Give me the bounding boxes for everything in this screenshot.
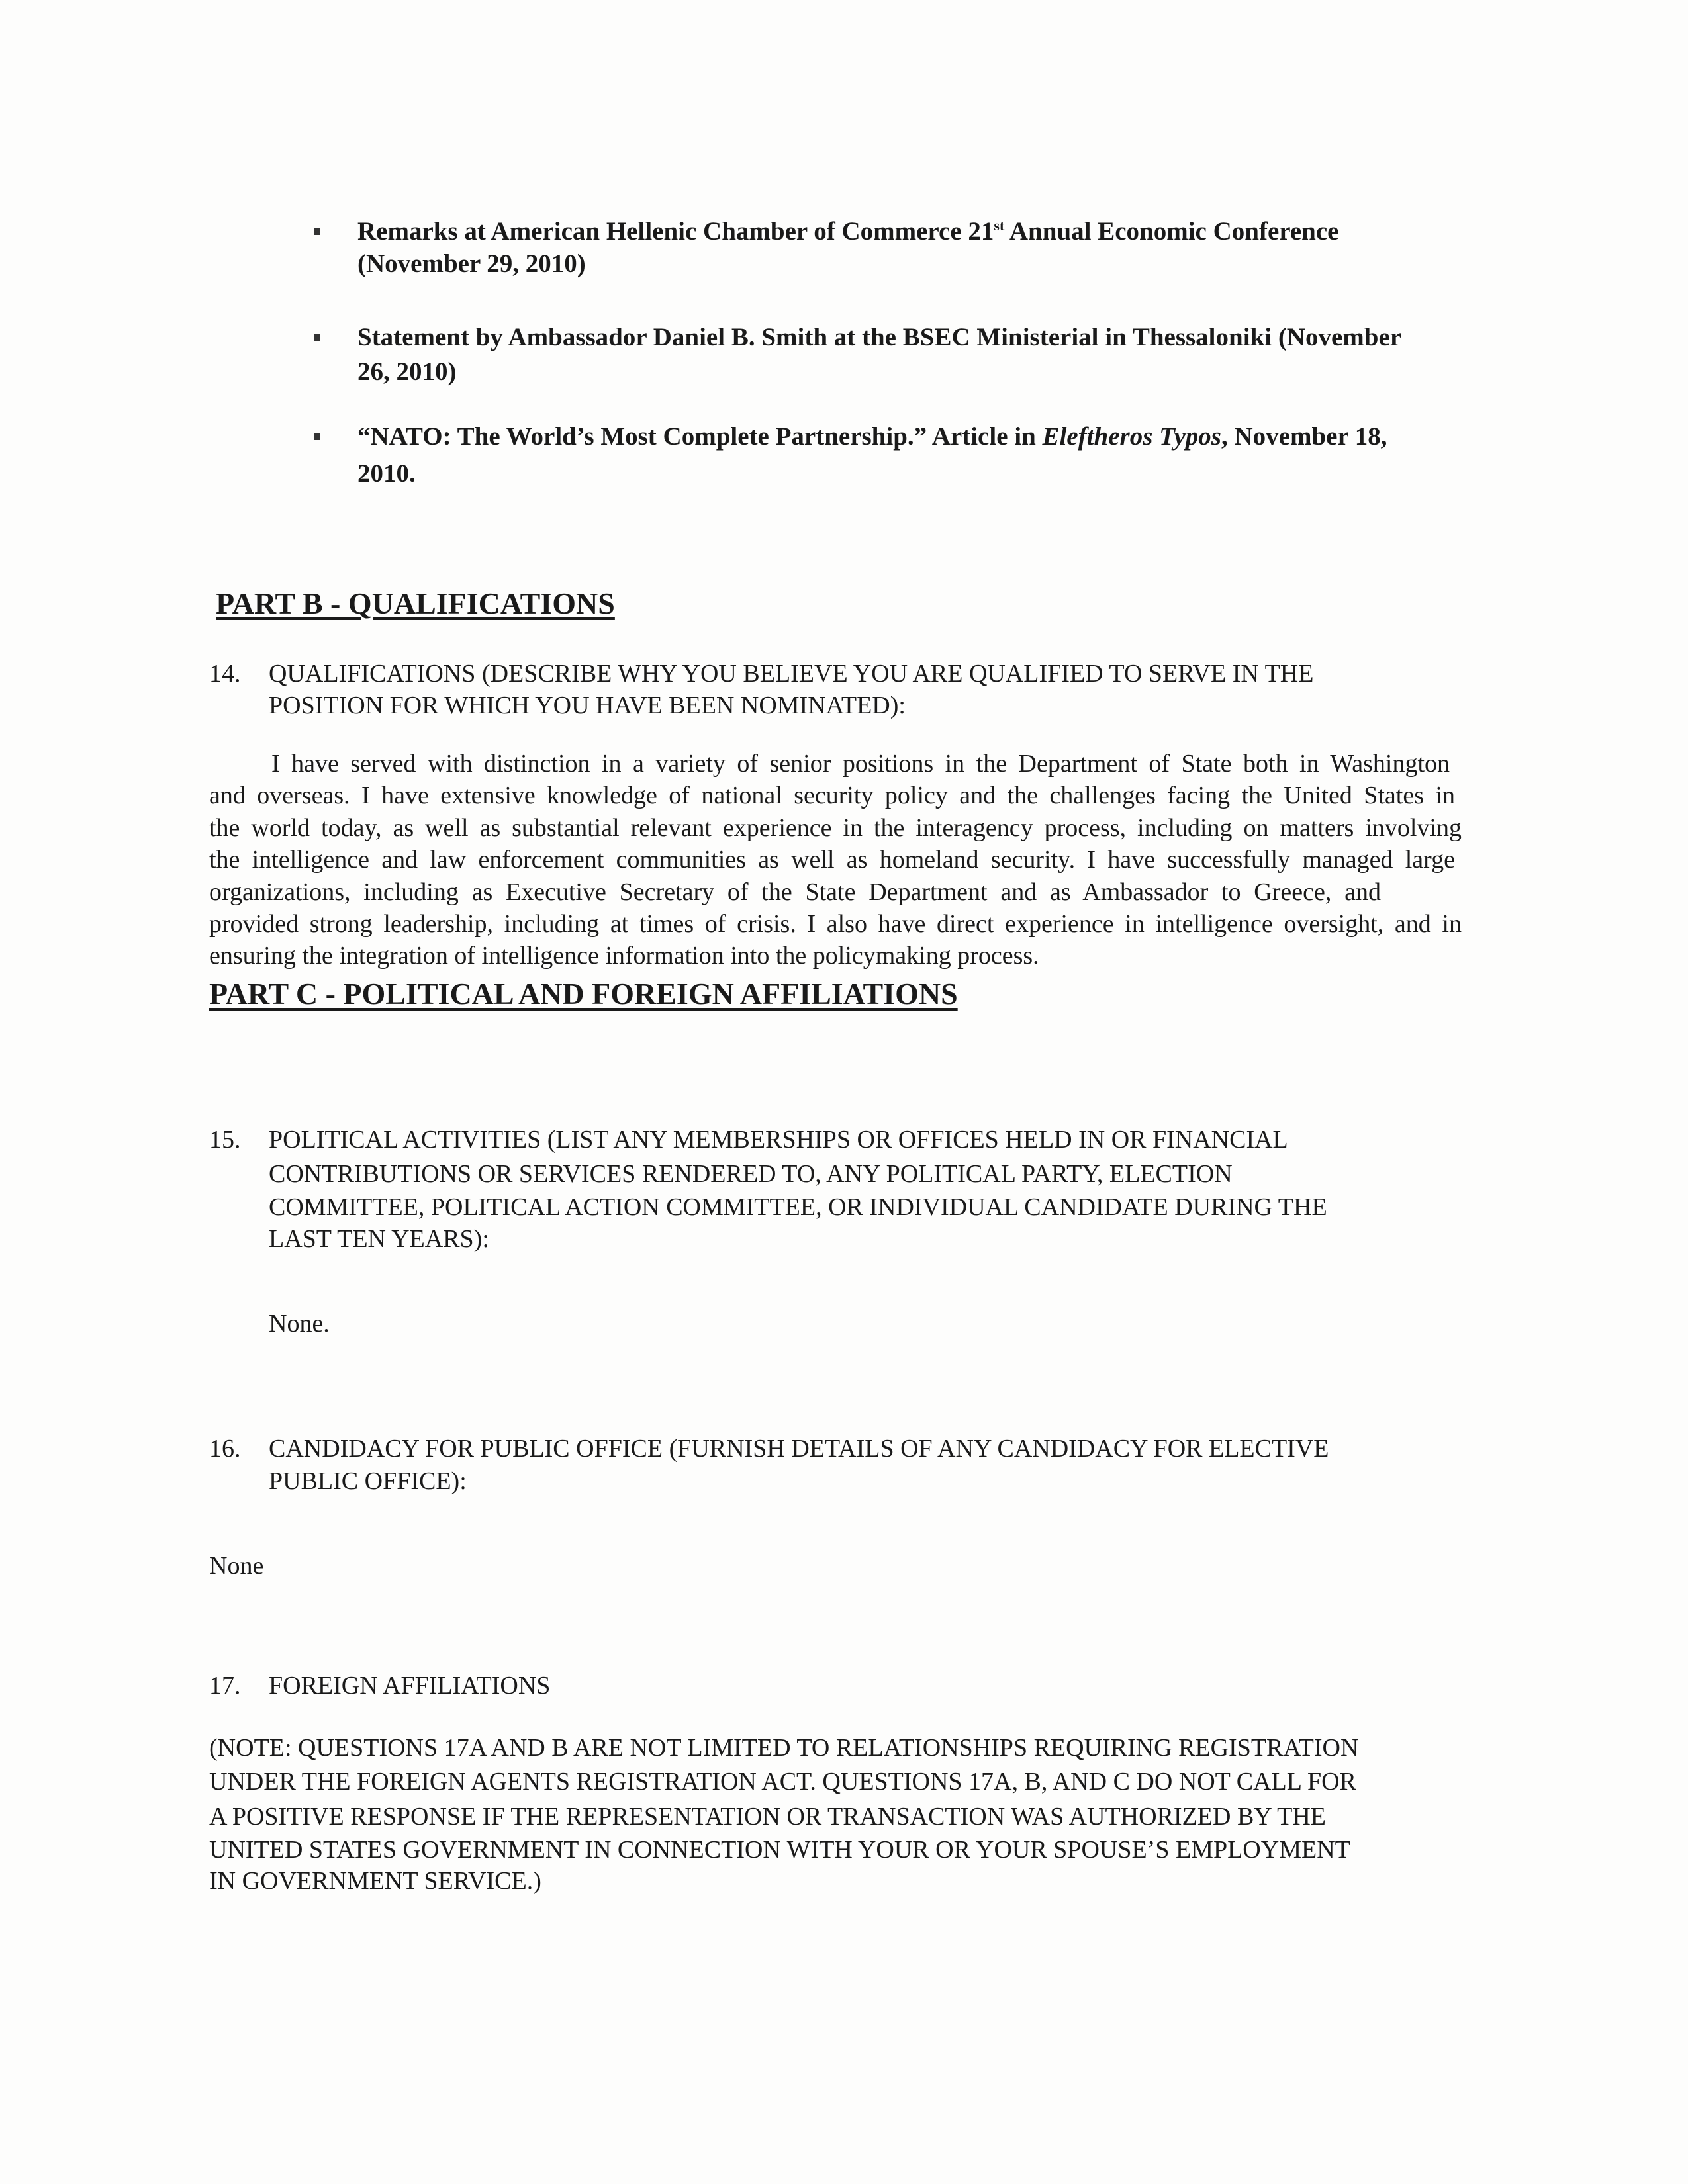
answer-line: I have served with distinction in a variety of senior positions in the Department of State both in Washington xyxy=(271,750,1450,778)
question-text: CANDIDACY FOR PUBLIC OFFICE (FURNISH DETAILS OF ANY CANDIDACY FOR ELECTIVE xyxy=(269,1435,1329,1463)
bullet-icon xyxy=(314,334,320,341)
note-line: IN GOVERNMENT SERVICE.) xyxy=(209,1867,541,1895)
question-number: 17. xyxy=(209,1672,241,1700)
bullet-icon xyxy=(314,228,320,235)
bullet-text: (November 29, 2010) xyxy=(357,250,586,278)
question-text: COMMITTEE, POLITICAL ACTION COMMITTEE, OR INDIVIDUAL CANDIDATE DURING THE xyxy=(269,1193,1327,1221)
answer-line: organizations, including as Executive Secretary of the State Department and as Ambassador to Greece, and xyxy=(209,878,1381,906)
bullet-text: Statement by Ambassador Daniel B. Smith at the BSEC Ministerial in Thessaloniki (November xyxy=(357,323,1402,351)
question-number: 15. xyxy=(209,1126,241,1154)
bullet-item xyxy=(357,217,1339,246)
bullet-item xyxy=(357,422,1387,451)
note-line: UNITED STATES GOVERNMENT IN CONNECTION WITH YOUR OR YOUR SPOUSE’S EMPLOYMENT xyxy=(209,1836,1350,1864)
question-text: QUALIFICATIONS (DESCRIBE WHY YOU BELIEVE YOU ARE QUALIFIED TO SERVE IN THE xyxy=(269,660,1314,688)
superscript: st xyxy=(994,217,1005,234)
section-heading-part-b: PART B - QUALIFICATIONS xyxy=(216,586,615,620)
answer-line: provided strong leadership, including at times of crisis. I also have direct experience in intelligence oversight, and in xyxy=(209,910,1462,938)
bullet-text: Annual Economic Conference xyxy=(1004,217,1339,246)
answer-line: the intelligence and law enforcement communities as well as homeland security. I have successfully managed large xyxy=(209,846,1455,874)
answer-line: and overseas. I have extensive knowledge of national security policy and the challenges facing the United States in xyxy=(209,782,1455,809)
question-text: POLITICAL ACTIVITIES (LIST ANY MEMBERSHIPS OR OFFICES HELD IN OR FINANCIAL xyxy=(269,1126,1288,1154)
publication-title: Eleftheros Typos xyxy=(1042,422,1221,451)
note-line: A POSITIVE RESPONSE IF THE REPRESENTATION OR TRANSACTION WAS AUTHORIZED BY THE xyxy=(209,1803,1327,1831)
answer-text: None xyxy=(209,1552,264,1580)
bullet-text: “NATO: The World’s Most Complete Partnership.” Article in xyxy=(357,422,1043,451)
question-number: 14. xyxy=(209,660,241,688)
bullet-icon xyxy=(314,433,320,440)
note-line: UNDER THE FOREIGN AGENTS REGISTRATION ACT. QUESTIONS 17A, B, AND C DO NOT CALL FOR xyxy=(209,1768,1356,1796)
question-text: CONTRIBUTIONS OR SERVICES RENDERED TO, ANY POLITICAL PARTY, ELECTION xyxy=(269,1160,1233,1188)
question-text: POSITION FOR WHICH YOU HAVE BEEN NOMINATED): xyxy=(269,692,906,719)
question-text: PUBLIC OFFICE): xyxy=(269,1467,467,1495)
bullet-text: 2010. xyxy=(357,459,416,488)
question-number: 16. xyxy=(209,1435,241,1463)
bullet-text: Remarks at American Hellenic Chamber of Commerce 21 xyxy=(357,217,994,246)
answer-line: ensuring the integration of intelligence information into the policymaking process. xyxy=(209,942,1039,970)
question-text: FOREIGN AFFILIATIONS xyxy=(269,1672,551,1700)
note-line: (NOTE: QUESTIONS 17A AND B ARE NOT LIMITED TO RELATIONSHIPS REQUIRING REGISTRATION xyxy=(209,1734,1359,1762)
section-heading-part-c: PART C - POLITICAL AND FOREIGN AFFILIATIONS xyxy=(209,977,958,1011)
answer-line: the world today, as well as substantial relevant experience in the interagency process, including on matters involving xyxy=(209,814,1462,842)
bullet-text: , November 18, xyxy=(1221,422,1387,451)
answer-text: None. xyxy=(269,1310,330,1338)
bullet-text: 26, 2010) xyxy=(357,357,457,386)
question-text: LAST TEN YEARS): xyxy=(269,1225,489,1253)
